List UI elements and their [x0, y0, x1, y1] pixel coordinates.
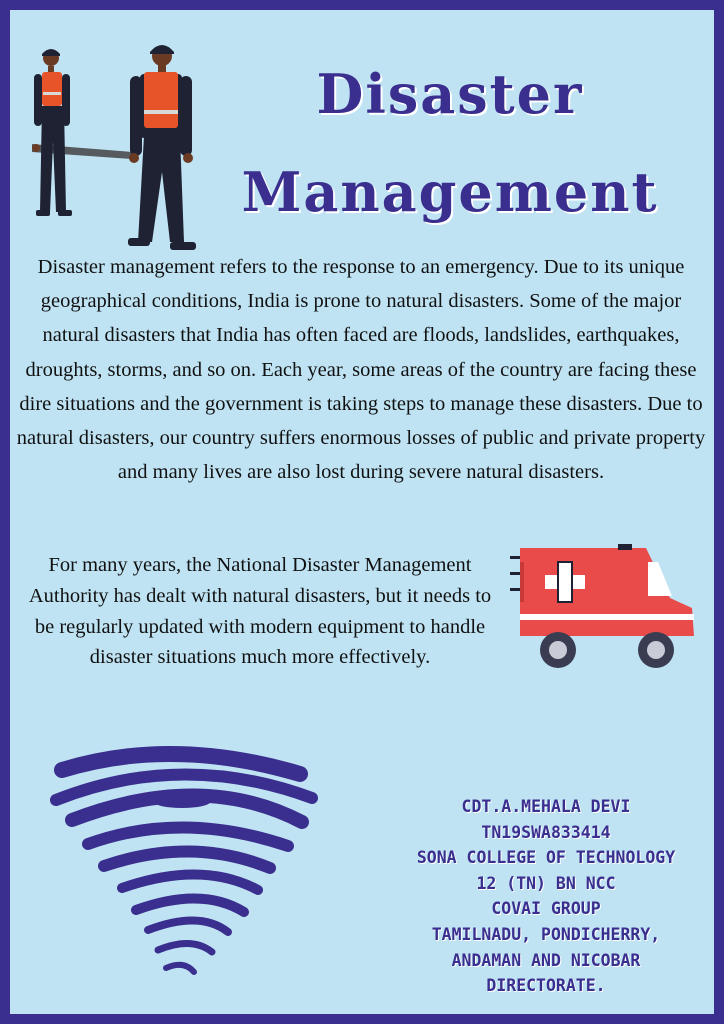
page-title-line2: Management [241, 160, 659, 224]
directorate-line1: TAMILNADU, PONDICHERRY, [431, 924, 661, 944]
rescue-workers-illustration [20, 32, 210, 262]
ndma-paragraph: For many years, the National Disaster Management Authority has dealt with natural disasters, but it needs to be regularly updated with modern equipment to handle disaster situations much more effectively. [28, 554, 492, 669]
intro-paragraph: Disaster management refers to the response to an emergency. Due to its unique geographical conditions, India is prone to natural disasters. Some of the major natural disasters that India has often faced are floods, landslides, earthquakes, droughts, storms, and so on. Each year, some areas of the country are facing these dire situations and the government is taking steps to manage these disasters. Due to natural disasters, our country suffers enormous losses of public and private property and many lives are also lost during severe natural disasters. [16, 256, 706, 484]
cadet-credits [376, 794, 714, 999]
college-name: SONA COLLEGE OF TECHNOLOGY [416, 848, 676, 868]
directorate-line3: DIRECTORATE. [486, 976, 606, 996]
ambulance-illustration [506, 542, 702, 672]
directorate-line2: ANDAMAN AND NICOBAR [451, 950, 641, 970]
battalion: 12 (TN) BN NCC [476, 873, 616, 893]
page-title-line1: Disaster [316, 62, 584, 126]
poster [10, 10, 714, 1014]
group-name: COVAI GROUP [491, 899, 601, 919]
regimental-number: TN19SWA833414 [481, 822, 611, 842]
tornado-illustration [32, 740, 332, 990]
cadet-name: CDT.A.MEHALA DEVI [461, 797, 631, 816]
